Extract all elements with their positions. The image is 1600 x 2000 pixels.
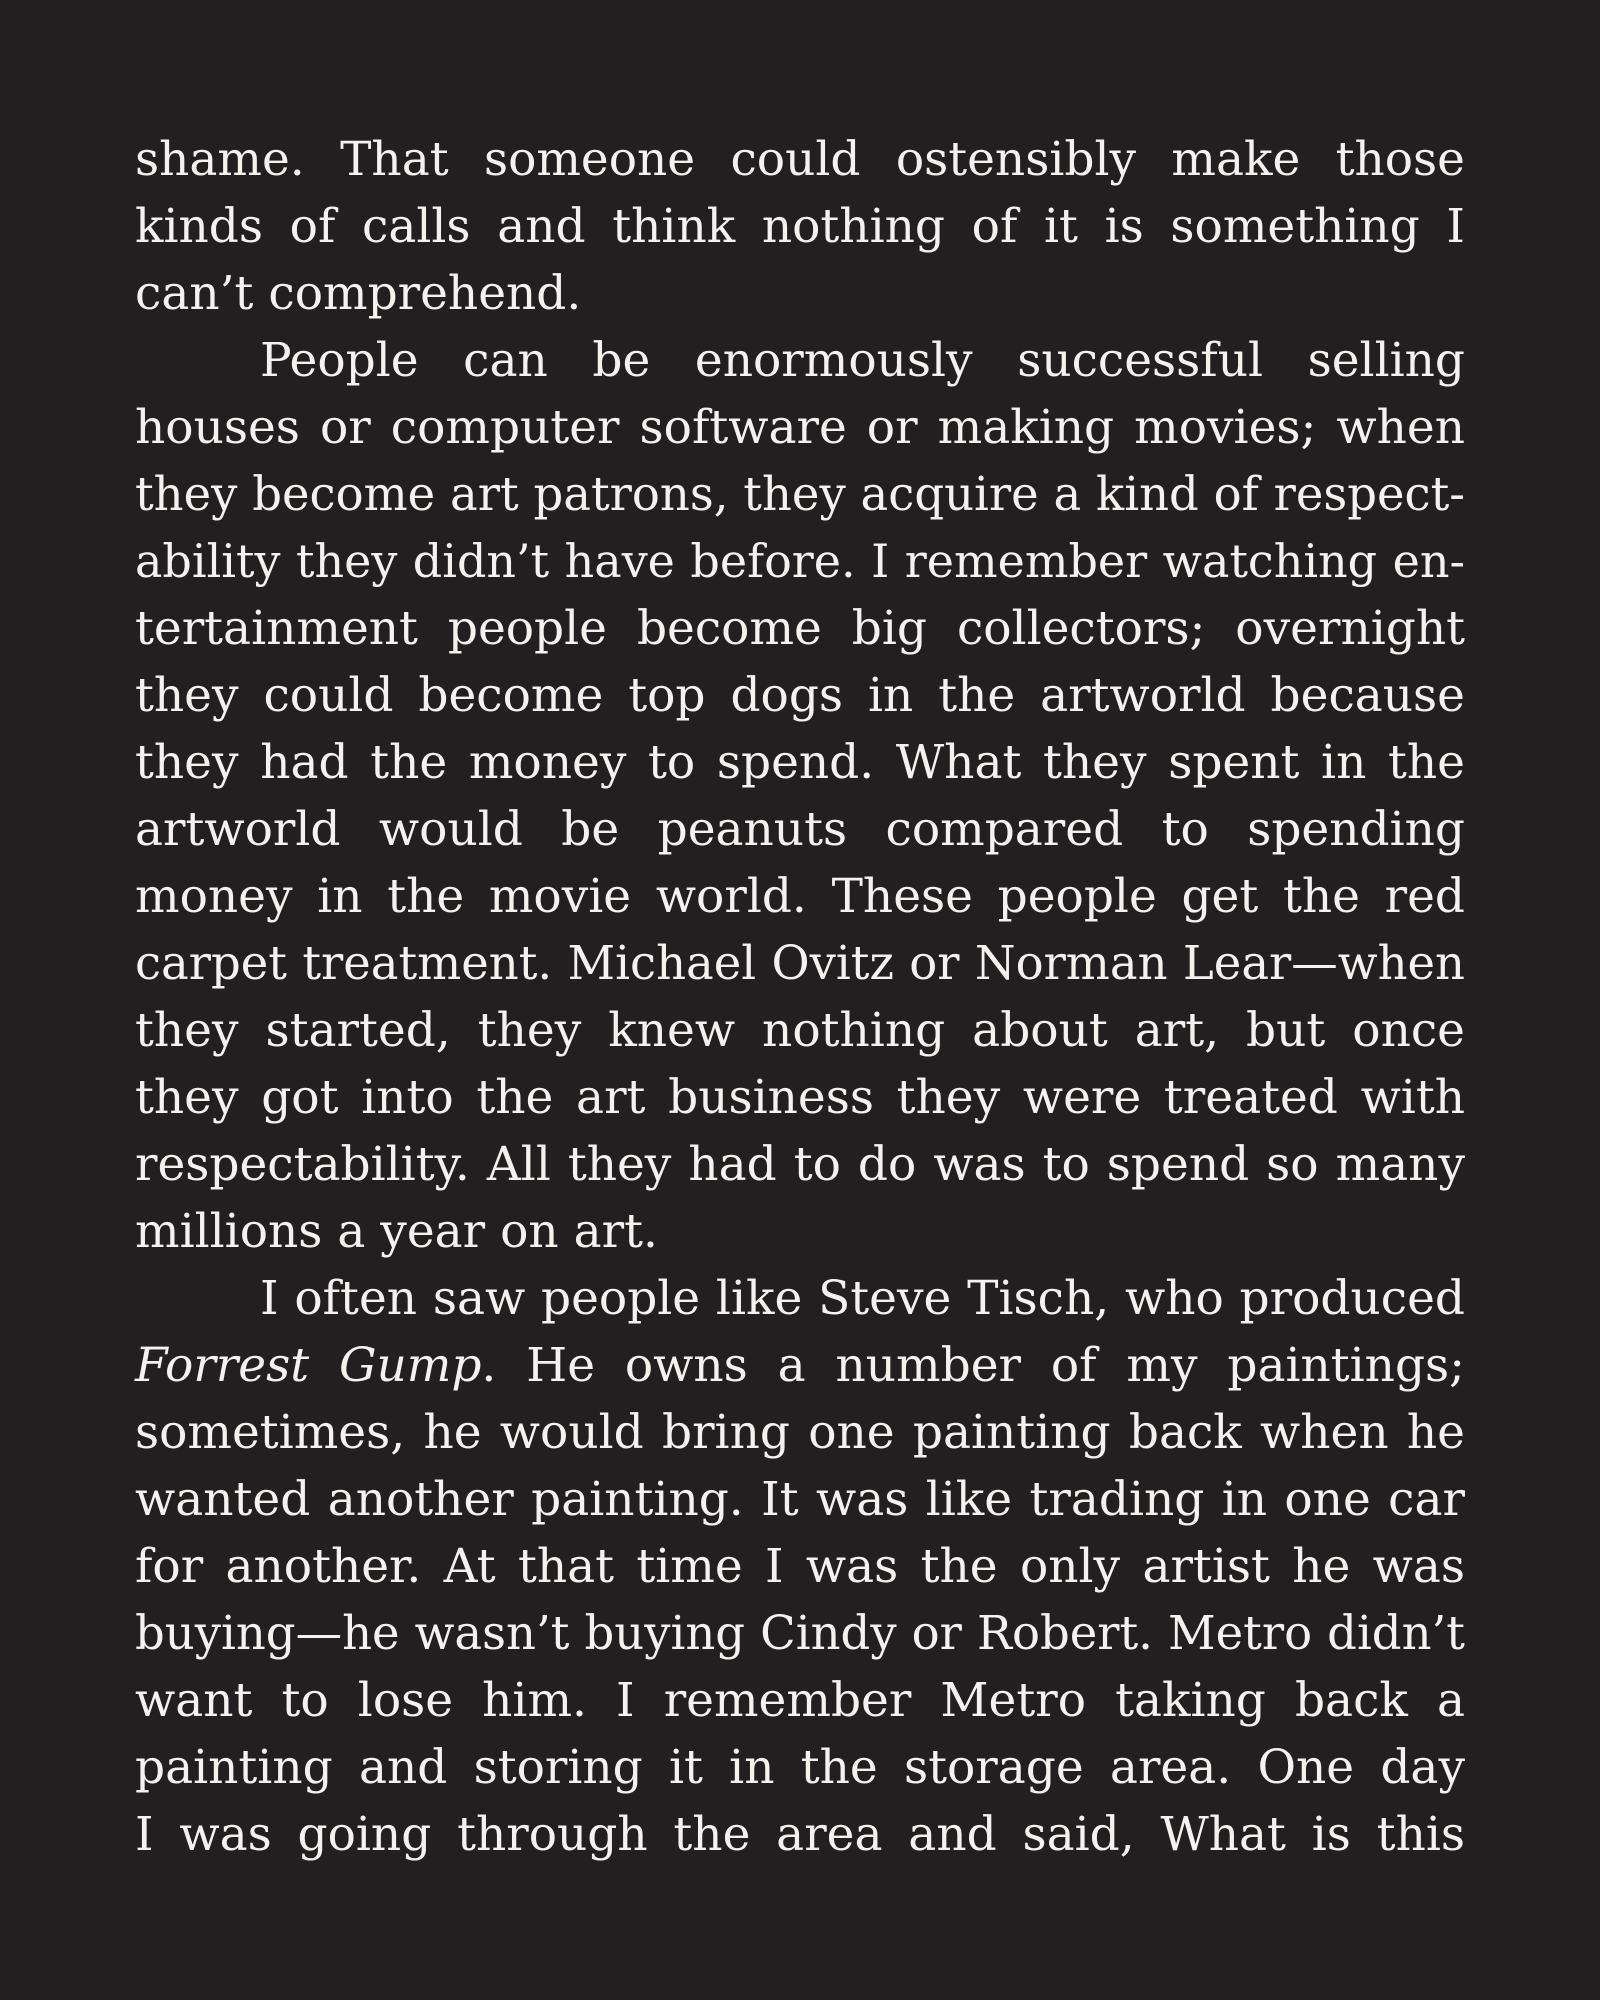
text-line-16: respectability. All they had to do was to spend so many (135, 1137, 1465, 1192)
text-line-2: kinds of calls and think nothing of it is something I (135, 199, 1465, 254)
text-line-23: buying—he wasn’t buying Cindy or Robert. Metro didn’t (135, 1606, 1465, 1660)
text-line-22: for another. At that time I was the only artist he was (135, 1539, 1465, 1594)
text-line-20: sometimes, he would bring one painting back when he (135, 1405, 1465, 1460)
text-line-11: artworld would be peanuts compared to spending (135, 802, 1465, 857)
text-line-1: shame. That someone could ostensibly make those (135, 132, 1465, 187)
text-line-18: I often saw people like Steve Tisch, who produced (260, 1271, 1465, 1326)
text-line-3: can’t comprehend. (135, 266, 582, 321)
text-line-26: I was going through the area and said, What is this (135, 1807, 1465, 1862)
text-line-12: money in the movie world. These people get the red (135, 869, 1465, 924)
film-title-italic: Forrest Gump (135, 1338, 482, 1393)
text-line-6: they become art patrons, they acquire a kind of respect- (135, 467, 1465, 521)
text-line-13: carpet treatment. Michael Ovitz or Norman Lear—when (135, 936, 1465, 990)
text-line-4: People can be enormously successful selling (260, 333, 1465, 388)
text-line-5: houses or computer software or making movies; when (135, 400, 1465, 455)
text-line-9: they could become top dogs in the artworld because (135, 668, 1465, 723)
text-line-24: want to lose him. I remember Metro taking back a (135, 1673, 1465, 1728)
text-line-19 (135, 1332, 1465, 1399)
text-line-21: wanted another painting. It was like trading in one car (135, 1472, 1465, 1527)
text-line-19-rest: . He owns a number of my paintings; (481, 1338, 1465, 1393)
text-line-10: they had the money to spend. What they spent in the (135, 735, 1465, 790)
text-line-15: they got into the art business they were treated with (135, 1070, 1465, 1125)
text-line-8: tertainment people become big collectors; overnight (135, 601, 1465, 656)
text-body (135, 126, 1465, 1926)
text-line-7: ability they didn’t have before. I remember watching en- (135, 534, 1465, 588)
text-line-25: painting and storing it in the storage area. One day (135, 1740, 1465, 1795)
text-line-17: millions a year on art. (135, 1204, 658, 1259)
text-line-14: they started, they knew nothing about art, but once (135, 1003, 1465, 1058)
